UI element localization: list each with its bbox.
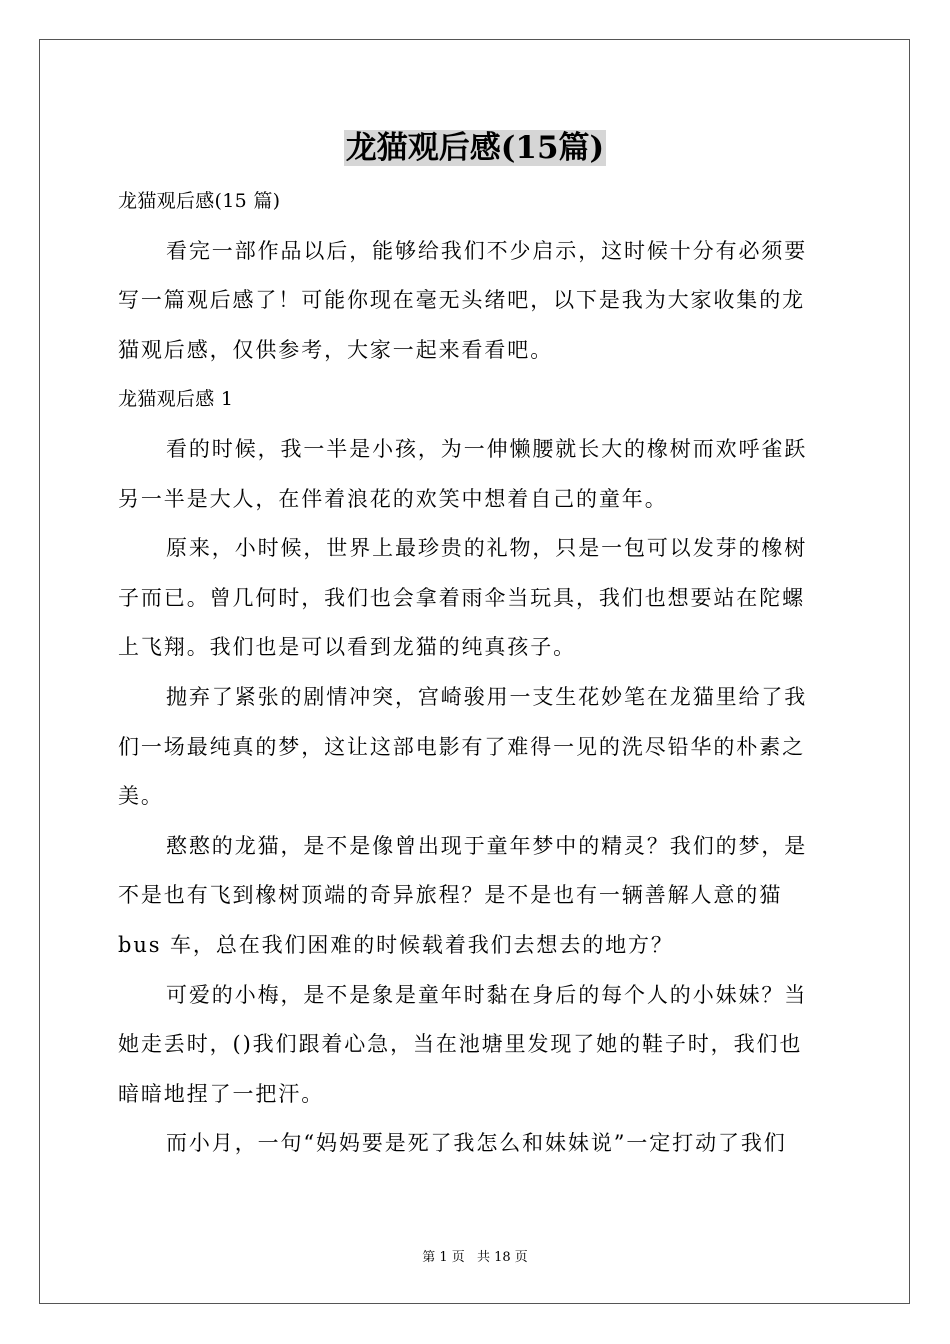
- body-text-line: 而小月，一句“妈妈要是死了我怎么和妹妹说”一定打动了我们: [166, 1131, 787, 1156]
- body-text-line: 抛弃了紧张的剧情冲突，宫崎骏用一支生花妙笔在龙猫里给了我: [166, 684, 808, 709]
- body-text-line: 暗暗地捏了一把汗。: [118, 1081, 325, 1106]
- body-text-line: 不是也有飞到橡树顶端的奇异旅程？是不是也有一辆善解人意的猫: [118, 883, 783, 908]
- body-text-line: 原来，小时候，世界上最珍贵的礼物，只是一包可以发芽的橡树: [166, 536, 808, 561]
- body-text-line: 写一篇观后感了！可能你现在毫无头绪吧，以下是我为大家收集的龙: [118, 288, 805, 313]
- page-number: 第 1 页: [422, 1250, 465, 1265]
- body-text-line: 看的时候，我一半是小孩，为一伸懒腰就长大的橡树而欢呼雀跃: [166, 436, 808, 461]
- body-text-line: 们一场最纯真的梦，这让这部电影有了难得一见的洗尽铅华的朴素之: [118, 734, 805, 759]
- body-text-line: 憨憨的龙猫，是不是像曾出现于童年梦中的精灵？我们的梦，是: [166, 833, 808, 858]
- body-text-line: 看完一部作品以后，能够给我们不少启示，这时候十分有必须要: [166, 238, 808, 263]
- body-text-line: 美。: [118, 784, 164, 809]
- document-title: [0, 126, 950, 170]
- document-body: [118, 177, 832, 1169]
- body-text-line: bus 车，总在我们困难的时候载着我们去想去的地方？: [118, 932, 674, 957]
- page-footer: [0, 1246, 950, 1265]
- body-text-line: 上飞翔。我们也是可以看到龙猫的纯真孩子。: [118, 635, 576, 660]
- body-text-line: 子而已。曾几何时，我们也会拿着雨伞当玩具，我们也想要站在陀螺: [118, 585, 805, 610]
- page-total: 共 18 页: [476, 1250, 528, 1265]
- body-text-line: 可爱的小梅，是不是象是童年时黏在身后的每个人的小妹妹？当: [166, 982, 808, 1007]
- document-title-text: 龙猫观后感(15篇): [345, 130, 605, 166]
- section-heading: 龙猫观后感(15 篇): [118, 190, 281, 212]
- body-text-line: 她走丢时，()我们跟着心急，当在池塘里发现了她的鞋子时，我们也: [118, 1032, 803, 1057]
- body-text-line: 另一半是大人，在伴着浪花的欢笑中想着自己的童年。: [118, 486, 668, 511]
- body-text-line: 猫观后感，仅供参考，大家一起来看看吧。: [118, 337, 554, 362]
- section-heading: 龙猫观后感 1: [118, 388, 234, 411]
